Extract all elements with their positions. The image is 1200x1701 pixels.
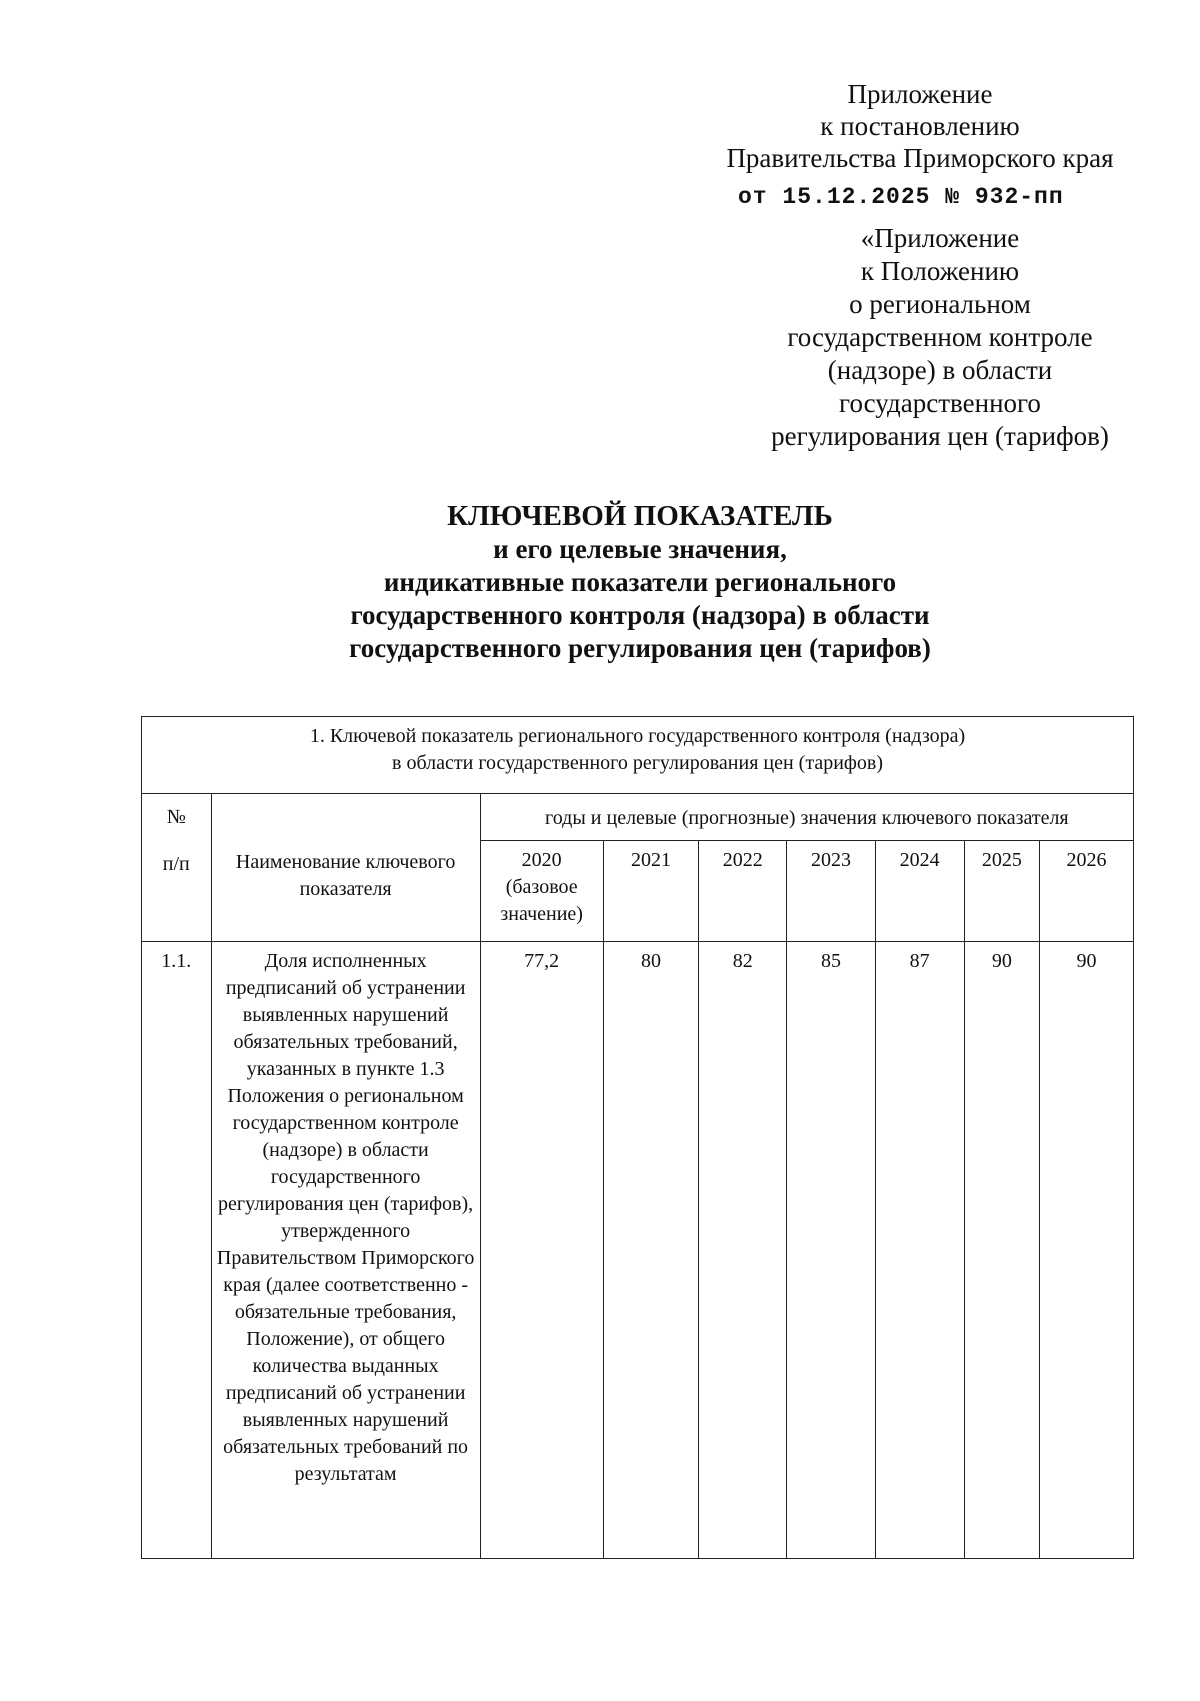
attachment-line: регулирования цен (тарифов) xyxy=(771,421,1109,451)
number-sign: № xyxy=(166,806,186,828)
header-row xyxy=(142,794,1134,841)
approval-line: Приложение xyxy=(847,79,993,109)
title-main: КЛЮЧЕВОЙ ПОКАЗАТЕЛЬ xyxy=(447,500,833,532)
attachment-line: к Положению xyxy=(860,256,1020,286)
number-abbrev: п/п xyxy=(162,853,190,875)
section-heading xyxy=(142,717,1134,794)
year-label: 2020 xyxy=(521,849,562,871)
table-row xyxy=(142,942,1134,1559)
title-line: государственного регулирования цен (тарифов) xyxy=(349,633,931,663)
title-line: государственного контроля (надзора) в области xyxy=(350,600,930,630)
attachment-line: «Приложение xyxy=(860,223,1020,253)
year-header: 2021 xyxy=(603,841,699,942)
decree-reference-stamp: от 15.12.2025 № 932-пп xyxy=(738,184,1064,210)
year-header: 2023 xyxy=(787,841,876,942)
approval-line: Правительства Приморского края xyxy=(726,143,1114,173)
document-title xyxy=(170,500,1110,665)
attachment-block xyxy=(740,222,1140,453)
title-line: и его целевые значения, xyxy=(493,534,787,564)
approval-line: к постановлению xyxy=(820,111,1020,141)
row-number: 1.1. xyxy=(142,942,212,1559)
column-header-name: Наименование ключевого показателя xyxy=(211,794,480,942)
attachment-line: государственном контроле xyxy=(787,322,1093,352)
approval-block xyxy=(700,78,1140,174)
attachment-line: (надзоре) в области xyxy=(827,355,1053,385)
indicator-value: 77,2 xyxy=(480,942,603,1559)
indicator-value: 85 xyxy=(787,942,876,1559)
attachment-line: государственного xyxy=(839,388,1041,418)
column-header-number xyxy=(142,794,212,942)
title-line: индикативные показатели регионального xyxy=(383,567,897,597)
column-header-years: годы и целевые (прогнозные) значения ключевого показателя xyxy=(480,794,1133,841)
indicator-value: 87 xyxy=(875,942,964,1559)
indicator-value: 90 xyxy=(964,942,1040,1559)
attachment-line: о региональном xyxy=(849,289,1031,319)
indicator-value: 80 xyxy=(603,942,699,1559)
indicator-value: 90 xyxy=(1040,942,1134,1559)
indicator-name: Доля исполненных предписаний об устранении выявленных нарушений обязательных требований, указанных в пункте 1.3 Положения о региональном государственном контроле (надзоре) в области государственного регулирования цен (тарифов), утвержденного Правительством Приморского края (далее соответственно - обязательные требования, Положение), от общего количества выданных предписаний об устранении выявленных нарушений обязательных требований по результатам xyxy=(211,942,480,1559)
kpi-table xyxy=(141,716,1134,1559)
year-header: 2024 xyxy=(875,841,964,942)
base-value-note: (базовое значение) xyxy=(500,876,583,925)
year-header: 2025 xyxy=(964,841,1040,942)
section-heading-line: в области государственного регулирования цен (тарифов) xyxy=(392,752,883,774)
year-header: 2026 xyxy=(1040,841,1134,942)
year-header: 2022 xyxy=(699,841,787,942)
section-heading-line: 1. Ключевой показатель регионального государственного контроля (надзора) xyxy=(309,725,966,747)
indicator-value: 82 xyxy=(699,942,787,1559)
year-header xyxy=(480,841,603,942)
section-heading-row xyxy=(142,717,1134,794)
